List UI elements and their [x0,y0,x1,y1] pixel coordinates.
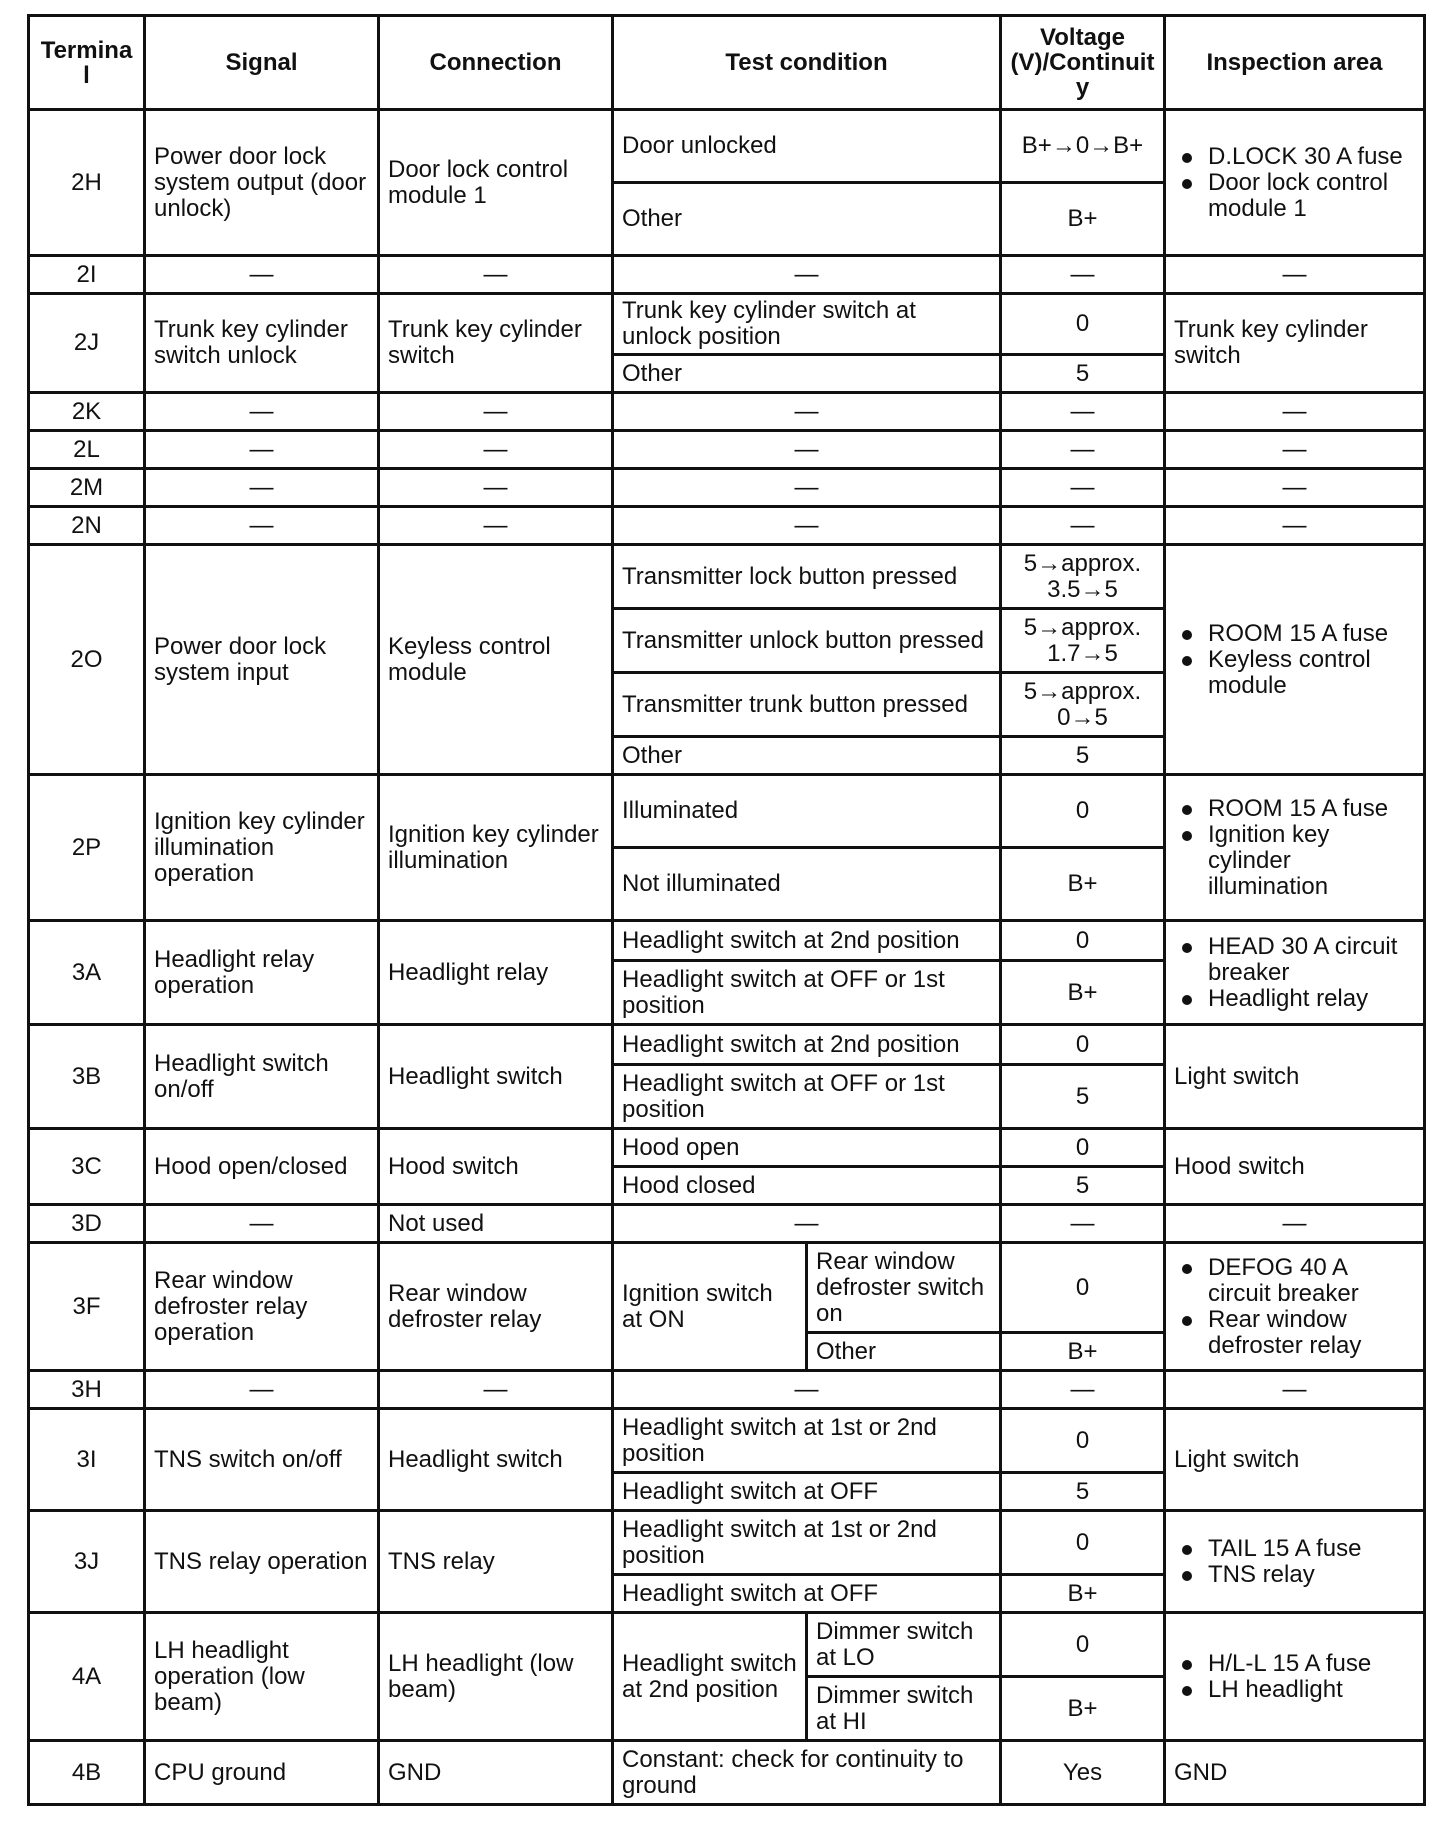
condition-cell: Other [807,1333,1001,1371]
terminal-cell: 3C [29,1129,145,1205]
voltage-cell: — [1001,469,1165,507]
connection-cell: Hood switch [379,1129,613,1205]
condition-cell: Door unlocked [613,110,1001,183]
voltage-cell: 5 [1001,1065,1165,1129]
terminal-cell: 2M [29,469,145,507]
table-row [29,1129,1425,1167]
table-row [29,507,1425,545]
condition-cell: — [613,1371,1001,1409]
connection-cell: — [379,507,613,545]
voltage-cell: B+ [1001,183,1165,256]
header-inspection: Inspection area [1165,16,1425,110]
inspection-item: TNS relay [1174,1562,1415,1588]
connection-cell: — [379,431,613,469]
terminal-cell: 3D [29,1205,145,1243]
terminal-cell: 3H [29,1371,145,1409]
voltage-cell: B+ [1001,961,1165,1025]
connection-cell: Rear window defroster relay [379,1243,613,1371]
table-row [29,294,1425,355]
signal-cell: TNS switch on/off [145,1409,379,1511]
signal-cell: — [145,256,379,294]
inspection-cell: Hood switch [1165,1129,1425,1205]
terminal-cell: 3F [29,1243,145,1371]
inspection-cell: — [1165,1205,1425,1243]
inspection-item: LH headlight [1174,1677,1415,1703]
voltage-cell: 5→approx. 1.7→5 [1001,609,1165,673]
header-row [29,16,1425,110]
connection-cell: — [379,256,613,294]
voltage-cell: B+ [1001,848,1165,921]
condition-cell: Rear window defroster switch on [807,1243,1001,1333]
table-row [29,921,1425,961]
condition-cell: Headlight switch at OFF [613,1575,1001,1613]
inspection-cell [1165,1613,1425,1741]
signal-cell: Trunk key cylinder switch unlock [145,294,379,393]
signal-cell: LH headlight operation (low beam) [145,1613,379,1741]
voltage-cell: 0 [1001,1613,1165,1677]
condition-cell: Transmitter unlock button pressed [613,609,1001,673]
table-row [29,469,1425,507]
terminal-cell: 3A [29,921,145,1025]
voltage-cell: — [1001,1205,1165,1243]
terminal-cell: 3B [29,1025,145,1129]
condition-cell: — [613,256,1001,294]
header-connection: Connection [379,16,613,110]
table-row [29,393,1425,431]
condition-cell: Hood open [613,1129,1001,1167]
header-signal: Signal [145,16,379,110]
condition-cell: — [613,1205,1001,1243]
terminal-voltage-table [27,14,1426,1806]
inspection-item: TAIL 15 A fuse [1174,1536,1415,1562]
voltage-cell: 0 [1001,1409,1165,1473]
terminal-cell: 4B [29,1741,145,1805]
condition-cell: Other [613,737,1001,775]
condition-cell: Other [613,355,1001,393]
connection-cell: Headlight switch [379,1025,613,1129]
table-row [29,1205,1425,1243]
condition-cell: Headlight switch at 2nd position [613,921,1001,961]
condition-cell: Headlight switch at 1st or 2nd position [613,1409,1001,1473]
voltage-cell: — [1001,1371,1165,1409]
voltage-cell: — [1001,431,1165,469]
header-test-condition: Test condition [613,16,1001,110]
terminal-voltage-table-page [27,14,1423,1806]
inspection-cell [1165,1243,1425,1371]
voltage-cell: B+→0→B+ [1001,110,1165,183]
table-row [29,775,1425,848]
signal-cell: — [145,507,379,545]
signal-cell: — [145,1371,379,1409]
terminal-cell: 2O [29,545,145,775]
condition-cell: — [613,507,1001,545]
inspection-cell: — [1165,1371,1425,1409]
voltage-cell: B+ [1001,1677,1165,1741]
condition-cell: Transmitter trunk button pressed [613,673,1001,737]
connection-cell: — [379,393,613,431]
voltage-cell: B+ [1001,1575,1165,1613]
inspection-cell: Light switch [1165,1025,1425,1129]
condition-cell: — [613,469,1001,507]
connection-cell: Keyless control module [379,545,613,775]
table-row [29,1741,1425,1805]
inspection-cell [1165,775,1425,921]
inspection-cell [1165,921,1425,1025]
table-row [29,110,1425,183]
terminal-cell: 2I [29,256,145,294]
inspection-cell: — [1165,507,1425,545]
condition-cell: Hood closed [613,1167,1001,1205]
condition-cell: Transmitter lock button pressed [613,545,1001,609]
connection-cell: LH headlight (low beam) [379,1613,613,1741]
condition-cell: — [613,431,1001,469]
voltage-cell: Yes [1001,1741,1165,1805]
table-row [29,1243,1425,1333]
signal-cell: Ignition key cylinder illumination operation [145,775,379,921]
connection-cell: Headlight switch [379,1409,613,1511]
header-terminal: Terminal [29,16,145,110]
condition-cell: Headlight switch at OFF [613,1473,1001,1511]
signal-cell: — [145,1205,379,1243]
terminal-cell: 4A [29,1613,145,1741]
connection-cell: Trunk key cylinder switch [379,294,613,393]
terminal-cell: 2P [29,775,145,921]
inspection-cell [1165,1511,1425,1613]
inspection-cell: Trunk key cylinder switch [1165,294,1425,393]
voltage-cell: 0 [1001,1511,1165,1575]
condition-group-cell: Ignition switch at ON [613,1243,807,1371]
voltage-cell: 5→approx. 0→5 [1001,673,1165,737]
voltage-cell: 0 [1001,1129,1165,1167]
inspection-cell: — [1165,393,1425,431]
voltage-cell: 5 [1001,1167,1165,1205]
signal-cell: — [145,431,379,469]
voltage-cell: B+ [1001,1333,1165,1371]
terminal-cell: 2L [29,431,145,469]
voltage-cell: — [1001,256,1165,294]
signal-cell: Rear window defroster relay operation [145,1243,379,1371]
inspection-item: D.LOCK 30 A fuse [1174,144,1415,170]
condition-cell: Constant: check for continuity to ground [613,1741,1001,1805]
condition-cell: Illuminated [613,775,1001,848]
signal-cell: Power door lock system input [145,545,379,775]
condition-group-cell: Headlight switch at 2nd position [613,1613,807,1741]
inspection-cell [1165,110,1425,256]
inspection-item: Keyless control module [1174,647,1415,699]
signal-cell: — [145,393,379,431]
terminal-cell: 2N [29,507,145,545]
signal-cell: Hood open/closed [145,1129,379,1205]
condition-cell: — [613,393,1001,431]
voltage-cell: 0 [1001,1243,1165,1333]
connection-cell: Ignition key cylinder illumination [379,775,613,921]
voltage-cell: — [1001,393,1165,431]
terminal-cell: 2J [29,294,145,393]
table-row [29,256,1425,294]
connection-cell: Not used [379,1205,613,1243]
signal-cell: Headlight switch on/off [145,1025,379,1129]
inspection-cell: Light switch [1165,1409,1425,1511]
inspection-cell: — [1165,431,1425,469]
signal-cell: TNS relay operation [145,1511,379,1613]
signal-cell: Headlight relay operation [145,921,379,1025]
condition-cell: Trunk key cylinder switch at unlock position [613,294,1001,355]
inspection-item: ROOM 15 A fuse [1174,796,1415,822]
voltage-cell: 0 [1001,775,1165,848]
voltage-cell: — [1001,507,1165,545]
condition-cell: Headlight switch at OFF or 1st position [613,961,1001,1025]
inspection-item: DEFOG 40 A circuit breaker [1174,1255,1415,1307]
terminal-cell: 2K [29,393,145,431]
header-voltage: Voltage (V)/Continuity [1001,16,1165,110]
inspection-item: HEAD 30 A circuit breaker [1174,934,1415,986]
connection-cell: Headlight relay [379,921,613,1025]
signal-cell: CPU ground [145,1741,379,1805]
connection-cell: — [379,1371,613,1409]
inspection-item: Ignition key cylinder illumination [1174,822,1415,900]
condition-cell: Headlight switch at 2nd position [613,1025,1001,1065]
inspection-cell: — [1165,256,1425,294]
table-row [29,1025,1425,1065]
connection-cell: Door lock control module 1 [379,110,613,256]
table-row [29,431,1425,469]
voltage-cell: 5 [1001,737,1165,775]
voltage-cell: 0 [1001,294,1165,355]
table-row [29,1371,1425,1409]
condition-cell: Dimmer switch at HI [807,1677,1001,1741]
inspection-cell: — [1165,469,1425,507]
table-row [29,1409,1425,1473]
terminal-cell: 2H [29,110,145,256]
condition-cell: Not illuminated [613,848,1001,921]
inspection-item: ROOM 15 A fuse [1174,621,1415,647]
inspection-cell: GND [1165,1741,1425,1805]
connection-cell: TNS relay [379,1511,613,1613]
signal-cell: Power door lock system output (door unlock) [145,110,379,256]
connection-cell: — [379,469,613,507]
voltage-cell: 5→approx. 3.5→5 [1001,545,1165,609]
voltage-cell: 0 [1001,921,1165,961]
condition-cell: Headlight switch at 1st or 2nd position [613,1511,1001,1575]
condition-cell: Other [613,183,1001,256]
inspection-item: Door lock control module 1 [1174,170,1415,222]
inspection-cell [1165,545,1425,775]
inspection-item: Headlight relay [1174,986,1415,1012]
voltage-cell: 0 [1001,1025,1165,1065]
table-row [29,545,1425,609]
signal-cell: — [145,469,379,507]
table-row [29,1613,1425,1677]
condition-cell: Dimmer switch at LO [807,1613,1001,1677]
inspection-item: H/L-L 15 A fuse [1174,1651,1415,1677]
terminal-cell: 3J [29,1511,145,1613]
table-row [29,1511,1425,1575]
voltage-cell: 5 [1001,355,1165,393]
condition-cell: Headlight switch at OFF or 1st position [613,1065,1001,1129]
voltage-cell: 5 [1001,1473,1165,1511]
connection-cell: GND [379,1741,613,1805]
terminal-cell: 3I [29,1409,145,1511]
inspection-item: Rear window defroster relay [1174,1307,1415,1359]
